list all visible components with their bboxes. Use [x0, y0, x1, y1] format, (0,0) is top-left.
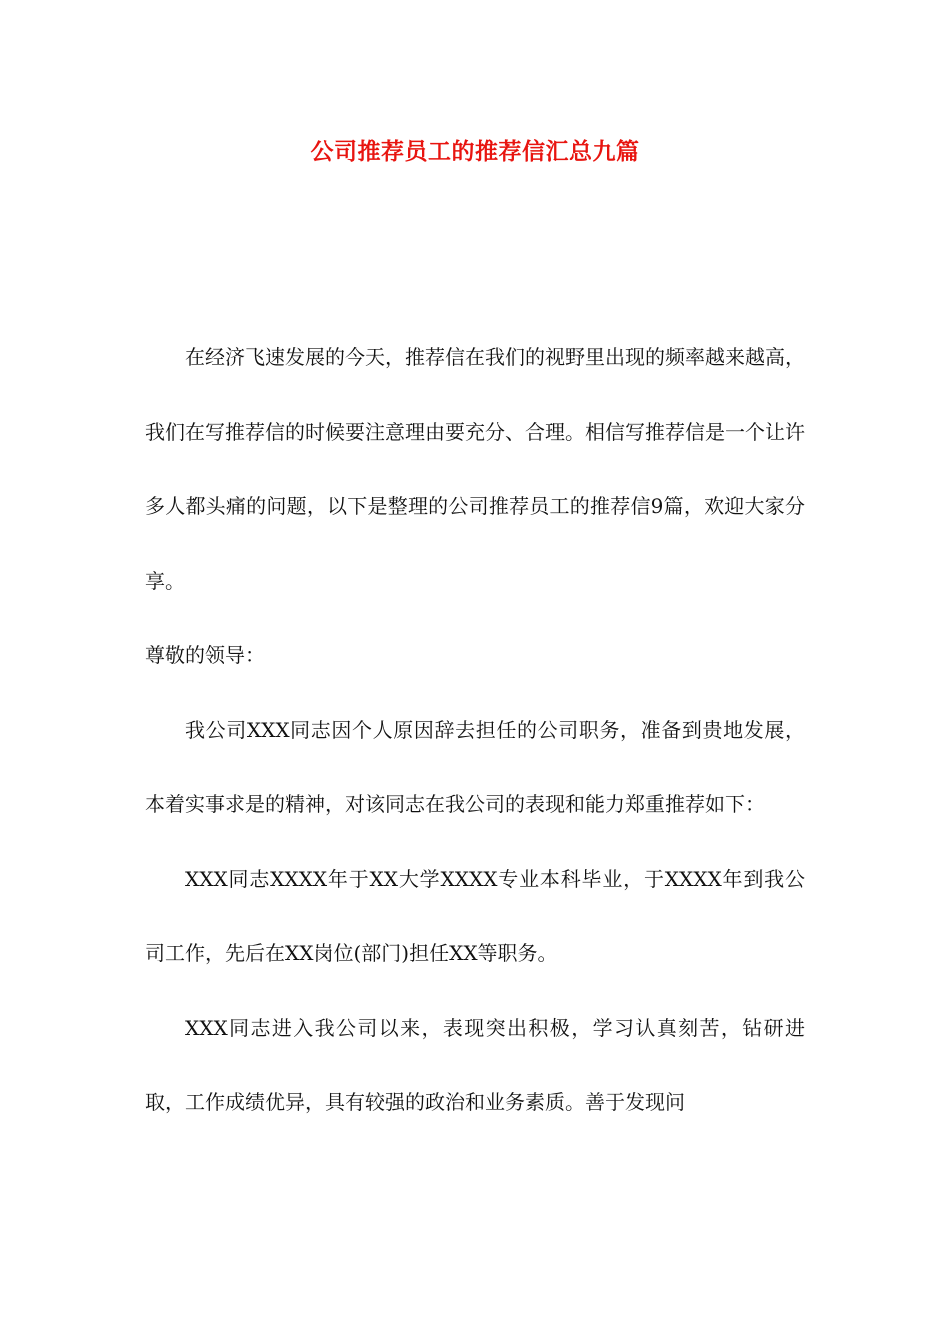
body-paragraph-1: 我公司XXX同志因个人原因辞去担任的公司职务，准备到贵地发展，本着实事求是的精神，对该同志在我公司的表现和能力郑重推荐如下：: [145, 717, 805, 816]
document-title: 公司推荐员工的推荐信汇总九篇: [310, 138, 640, 165]
document-body: [145, 320, 805, 1140]
salutation: 尊敬的领导：: [145, 643, 265, 667]
intro-paragraph: 在经济飞速发展的今天，推荐信在我们的视野里出现的频率越来越高，我们在写推荐信的时候要注意理由要充分、合理。相信写推荐信是一个让许多人都头痛的问题，以下是整理的公司推荐员工的推荐信9篇，欢迎大家分享。: [145, 345, 805, 593]
body-paragraph-3: XXX同志进入我公司以来，表现突出积极，学习认真刻苦，钻研进取，工作成绩优异，具有较强的政治和业务素质。善于发现问: [145, 1015, 805, 1114]
body-paragraph-2: XXX同志XXXX年于XX大学XXXX专业本科毕业，于XXXX年到我公司工作，先后在XX岗位(部门)担任XX等职务。: [145, 866, 805, 965]
